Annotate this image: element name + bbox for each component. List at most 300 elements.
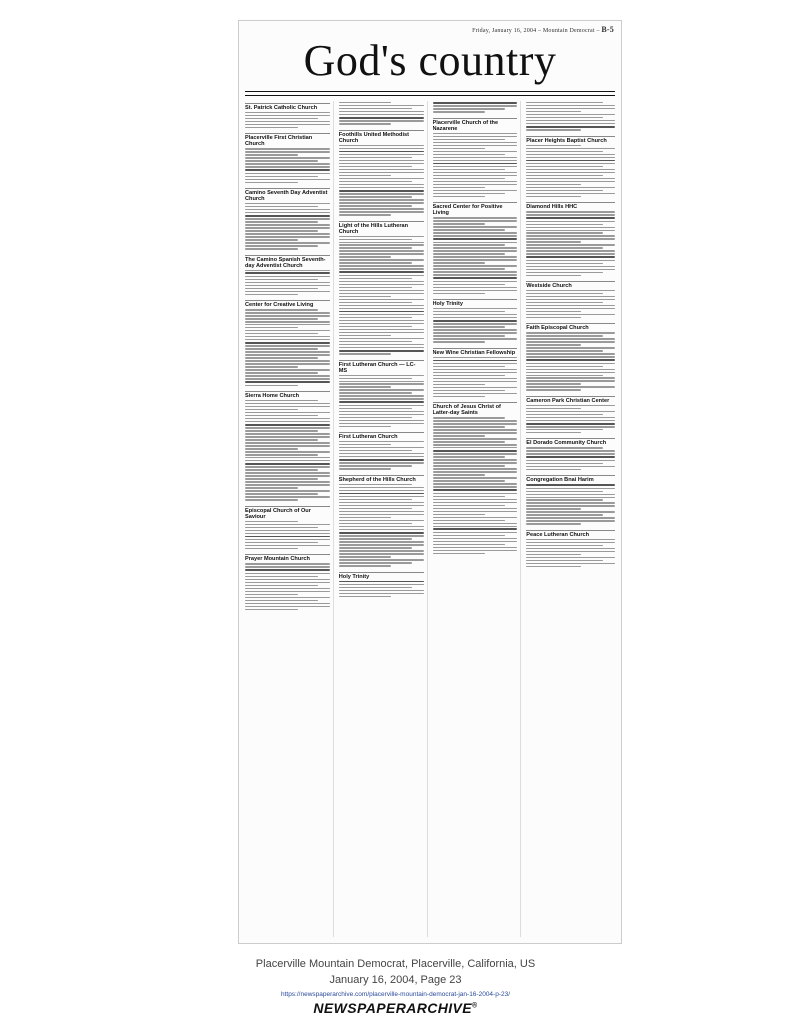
text-line <box>339 529 424 530</box>
text-line <box>245 118 318 119</box>
archive-url-link[interactable]: https://newspaperarchive.com/placerville-mountain-democrat-jan-16-2004-p-23/ <box>280 991 511 998</box>
text-line <box>339 166 412 167</box>
text-line <box>433 393 518 394</box>
text-line <box>245 166 330 167</box>
listing-body-text <box>526 484 615 525</box>
text-line <box>433 477 518 478</box>
text-line <box>245 163 330 164</box>
column-2 <box>339 101 428 937</box>
text-line <box>526 466 615 467</box>
listing-body-text <box>339 441 424 470</box>
text-line <box>245 460 330 461</box>
text-line <box>245 291 330 292</box>
text-line <box>245 369 330 370</box>
text-line <box>433 187 486 188</box>
text-line <box>433 326 506 327</box>
listing-heading: First Lutheran Church <box>339 432 424 440</box>
text-line <box>339 181 412 182</box>
text-line <box>339 389 424 390</box>
text-line <box>433 453 518 454</box>
text-line <box>339 244 424 245</box>
text-line <box>245 324 330 325</box>
text-line <box>245 487 298 488</box>
text-line <box>245 490 330 491</box>
text-line <box>433 332 518 333</box>
church-listing <box>433 299 518 343</box>
text-line <box>526 250 615 251</box>
text-line <box>526 517 615 518</box>
text-line <box>433 438 518 439</box>
text-line <box>526 157 615 158</box>
listing-body-text <box>339 581 424 598</box>
text-line <box>339 593 424 594</box>
text-line <box>433 486 518 487</box>
text-line <box>433 547 518 548</box>
text-line <box>245 366 298 367</box>
text-line <box>433 360 518 362</box>
text-line <box>245 272 330 274</box>
text-line <box>433 229 506 230</box>
text-line <box>526 554 581 555</box>
text-line <box>245 606 330 607</box>
column-3 <box>433 101 522 937</box>
text-line <box>339 105 424 106</box>
text-line <box>339 487 424 488</box>
text-line <box>339 160 424 161</box>
text-line <box>245 403 330 404</box>
text-line <box>339 496 424 497</box>
text-line <box>433 474 486 475</box>
text-line <box>433 523 518 524</box>
text-line <box>433 169 506 170</box>
text-line <box>245 160 318 161</box>
listing-heading: Center for Creative Living <box>245 300 330 308</box>
text-line <box>245 321 330 322</box>
text-line <box>245 524 330 525</box>
text-line <box>433 511 518 512</box>
listing-body-text <box>526 405 615 434</box>
listing-heading: Placerville First Christian Church <box>245 133 330 147</box>
text-line <box>339 565 392 566</box>
text-line <box>339 145 424 146</box>
text-line <box>245 215 330 217</box>
text-line <box>526 511 615 512</box>
text-line <box>433 338 518 339</box>
text-line <box>526 494 615 495</box>
text-line <box>339 332 424 333</box>
archive-footer <box>0 958 791 998</box>
text-line <box>339 423 424 424</box>
text-line <box>245 248 298 249</box>
text-line <box>433 223 486 224</box>
text-line <box>526 238 615 239</box>
text-line <box>339 465 412 466</box>
church-listing <box>526 323 615 391</box>
text-line <box>526 539 615 540</box>
text-line <box>339 287 412 288</box>
text-line <box>245 424 330 426</box>
text-line <box>339 514 424 515</box>
text-line <box>526 163 615 164</box>
text-line <box>245 206 318 207</box>
text-line <box>433 108 506 109</box>
text-line <box>245 360 330 361</box>
text-line <box>433 447 518 448</box>
text-line <box>339 526 424 527</box>
text-line <box>433 166 518 167</box>
listing-heading: Placerville Church of the Nazarene <box>433 118 518 132</box>
text-line <box>245 176 318 177</box>
text-line <box>433 148 486 149</box>
text-line <box>245 433 330 434</box>
text-line <box>339 308 424 309</box>
text-line <box>526 560 602 561</box>
text-line <box>245 351 330 352</box>
text-line <box>526 221 615 222</box>
archive-logo-text: NEWSPAPERARCHIVE <box>313 1000 473 1016</box>
text-line <box>526 347 615 348</box>
text-line <box>526 456 615 458</box>
text-line <box>526 548 615 549</box>
text-line <box>526 359 615 361</box>
text-line <box>245 566 330 567</box>
listing-body-text <box>245 400 330 501</box>
text-line <box>526 563 615 564</box>
text-line <box>433 426 506 427</box>
text-line <box>339 184 424 185</box>
listing-body-text <box>433 417 518 554</box>
text-line <box>526 420 615 421</box>
listing-body-text <box>433 102 518 113</box>
church-listing <box>526 438 615 470</box>
text-line <box>433 493 518 494</box>
text-line <box>339 462 424 463</box>
listing-body-text <box>433 217 518 294</box>
text-line <box>339 108 412 109</box>
text-line <box>339 517 392 518</box>
text-line <box>339 556 392 557</box>
text-line <box>339 253 424 254</box>
text-line <box>339 178 424 179</box>
listing-heading: Peace Lutheran Church <box>526 530 615 538</box>
church-listing <box>339 102 424 125</box>
text-line <box>526 411 615 412</box>
text-line <box>245 585 318 586</box>
text-line <box>526 429 602 430</box>
text-line <box>245 536 330 538</box>
text-line <box>245 545 330 546</box>
text-line <box>526 256 615 258</box>
church-listing <box>526 475 615 525</box>
text-line <box>526 169 615 170</box>
text-line <box>433 366 506 367</box>
text-line <box>433 232 518 233</box>
text-line <box>339 459 424 461</box>
listing-body-text <box>526 145 615 198</box>
text-line <box>433 444 518 445</box>
folio-text: Friday, January 16, 2004 – Mountain Democrat – <box>472 28 600 34</box>
text-line <box>433 341 486 342</box>
text-line <box>526 232 602 233</box>
text-line <box>526 383 581 384</box>
text-line <box>339 587 412 588</box>
text-line <box>526 426 615 427</box>
listing-body-text <box>245 521 330 550</box>
text-line <box>245 333 318 334</box>
text-line <box>526 499 602 500</box>
text-line <box>526 514 602 515</box>
text-line <box>339 290 424 291</box>
text-line <box>433 284 506 285</box>
text-line <box>526 196 581 197</box>
text-line <box>339 453 424 454</box>
church-listing <box>526 102 615 131</box>
text-line <box>245 582 330 583</box>
text-line <box>526 408 581 409</box>
text-line <box>339 250 424 251</box>
text-line <box>433 262 486 263</box>
church-listing <box>245 255 330 296</box>
text-line <box>433 157 518 158</box>
text-line <box>245 496 330 497</box>
text-line <box>339 329 424 330</box>
text-line <box>526 557 615 558</box>
text-line <box>339 190 424 192</box>
listing-heading: Camino Seventh Day Adventist Church <box>245 188 330 202</box>
text-line <box>433 459 518 460</box>
text-line <box>339 499 412 500</box>
text-line <box>339 502 424 503</box>
listing-heading: Westside Church <box>526 281 615 289</box>
text-line <box>433 238 518 240</box>
text-line <box>433 450 518 452</box>
text-line <box>526 375 602 376</box>
text-line <box>526 244 615 245</box>
text-line <box>433 151 518 152</box>
text-line <box>433 265 518 266</box>
text-line <box>245 212 330 213</box>
church-listing <box>339 572 424 598</box>
text-line <box>526 369 615 370</box>
listing-heading: Shepherd of the Hills Church <box>339 475 424 483</box>
text-line <box>339 247 412 248</box>
text-line <box>339 314 424 315</box>
text-line <box>245 121 330 122</box>
text-line <box>245 472 330 473</box>
church-listing <box>433 102 518 113</box>
text-line <box>339 547 412 548</box>
text-line <box>526 181 615 182</box>
text-line <box>433 502 518 503</box>
text-line <box>433 247 518 248</box>
text-line <box>433 538 518 539</box>
text-line <box>339 275 424 276</box>
listing-heading: Light of the Hills Lutheran Church <box>339 221 424 235</box>
text-line <box>433 505 506 506</box>
text-line <box>526 386 615 387</box>
text-line <box>339 493 424 495</box>
text-line <box>245 445 330 446</box>
church-listing <box>245 103 330 128</box>
text-line <box>339 151 424 153</box>
text-line <box>433 320 518 322</box>
text-line <box>339 553 424 554</box>
text-line <box>339 262 412 263</box>
text-line <box>433 363 518 364</box>
text-line <box>245 539 330 540</box>
text-line <box>339 484 412 485</box>
registered-mark: ® <box>472 1002 478 1010</box>
text-line <box>526 211 615 212</box>
text-line <box>526 272 602 273</box>
church-listing <box>433 348 518 398</box>
text-line <box>245 442 330 443</box>
text-line <box>339 444 392 445</box>
listing-body-text <box>433 357 518 398</box>
text-line <box>245 448 298 449</box>
text-line <box>526 314 615 315</box>
text-line <box>245 533 330 534</box>
text-line <box>245 569 330 571</box>
listing-heading: Holy Trinity <box>339 572 424 580</box>
text-line <box>526 353 615 354</box>
text-line <box>433 253 506 254</box>
church-listing <box>339 360 424 428</box>
text-line <box>245 203 330 204</box>
text-line <box>526 123 615 124</box>
text-line <box>339 208 424 209</box>
text-line <box>433 553 486 554</box>
text-line <box>339 350 424 352</box>
church-listing <box>245 300 330 386</box>
text-line <box>433 375 506 376</box>
text-line <box>339 196 412 197</box>
text-line <box>339 120 424 121</box>
text-line <box>245 381 330 383</box>
text-line <box>433 528 518 530</box>
text-line <box>526 523 581 524</box>
text-line <box>433 517 518 518</box>
text-line <box>526 269 615 270</box>
text-line <box>526 190 602 191</box>
church-listing <box>433 118 518 197</box>
text-line <box>433 293 486 294</box>
listing-heading: St. Patrick Catholic Church <box>245 103 330 111</box>
text-line <box>245 406 330 407</box>
text-line <box>245 348 318 349</box>
text-line <box>245 466 330 467</box>
text-line <box>433 468 518 469</box>
text-line <box>433 532 518 533</box>
listing-body-text <box>526 539 615 567</box>
text-line <box>433 387 518 388</box>
text-line <box>433 441 506 442</box>
text-line <box>245 378 330 379</box>
text-line <box>339 538 412 539</box>
text-line <box>433 226 518 227</box>
text-line <box>433 133 518 134</box>
text-line <box>245 151 330 152</box>
text-line <box>245 415 318 416</box>
text-line <box>339 239 412 240</box>
text-line <box>433 163 518 165</box>
text-line <box>433 435 486 436</box>
listing-body-text <box>245 112 330 128</box>
text-line <box>339 520 424 521</box>
church-listing <box>526 136 615 198</box>
text-line <box>433 111 486 112</box>
text-line <box>433 308 518 309</box>
text-line <box>526 469 581 470</box>
listing-heading: Cameron Park Christian Center <box>526 396 615 404</box>
text-line <box>245 469 318 470</box>
text-line <box>339 114 424 115</box>
text-line <box>339 299 424 300</box>
text-line <box>526 154 615 155</box>
text-line <box>433 323 518 324</box>
text-line <box>245 451 330 452</box>
text-line <box>526 129 581 130</box>
listing-heading: First Lutheran Church — LC-MS <box>339 360 424 374</box>
text-line <box>433 541 518 542</box>
church-listing <box>433 402 518 554</box>
text-line <box>339 395 424 396</box>
text-line <box>245 327 298 328</box>
text-line <box>245 342 330 344</box>
text-line <box>526 299 615 300</box>
text-line <box>526 488 615 489</box>
text-line <box>245 579 330 580</box>
publication-line: Placerville Mountain Democrat, Placerville, California, US <box>255 958 536 970</box>
text-line <box>433 154 506 155</box>
text-line <box>245 309 318 310</box>
text-line <box>526 417 615 418</box>
text-line <box>245 375 330 376</box>
text-line <box>245 148 330 149</box>
text-line <box>526 148 615 149</box>
text-line <box>526 372 615 373</box>
church-listing <box>339 221 424 355</box>
text-line <box>245 230 318 231</box>
church-listing <box>245 506 330 550</box>
text-line <box>526 105 615 106</box>
text-line <box>245 499 298 500</box>
text-line <box>245 573 330 574</box>
text-line <box>339 420 424 421</box>
text-line <box>433 372 518 373</box>
text-line <box>339 347 424 348</box>
text-line <box>433 432 518 433</box>
text-line <box>245 475 330 476</box>
text-line <box>526 230 615 231</box>
text-line <box>526 111 581 112</box>
text-line <box>245 542 318 543</box>
text-line <box>339 441 424 442</box>
church-listing <box>245 133 330 183</box>
text-line <box>245 115 330 116</box>
listing-body-text <box>245 563 330 610</box>
text-line <box>245 609 298 610</box>
text-line <box>339 335 392 336</box>
text-line <box>245 463 330 465</box>
text-line <box>245 600 318 601</box>
text-line <box>433 480 506 481</box>
text-line <box>433 544 506 545</box>
text-line <box>245 236 330 237</box>
listing-heading: Episcopal Church of Our Saviour <box>245 506 330 520</box>
text-line <box>433 357 518 358</box>
text-line <box>433 256 518 257</box>
